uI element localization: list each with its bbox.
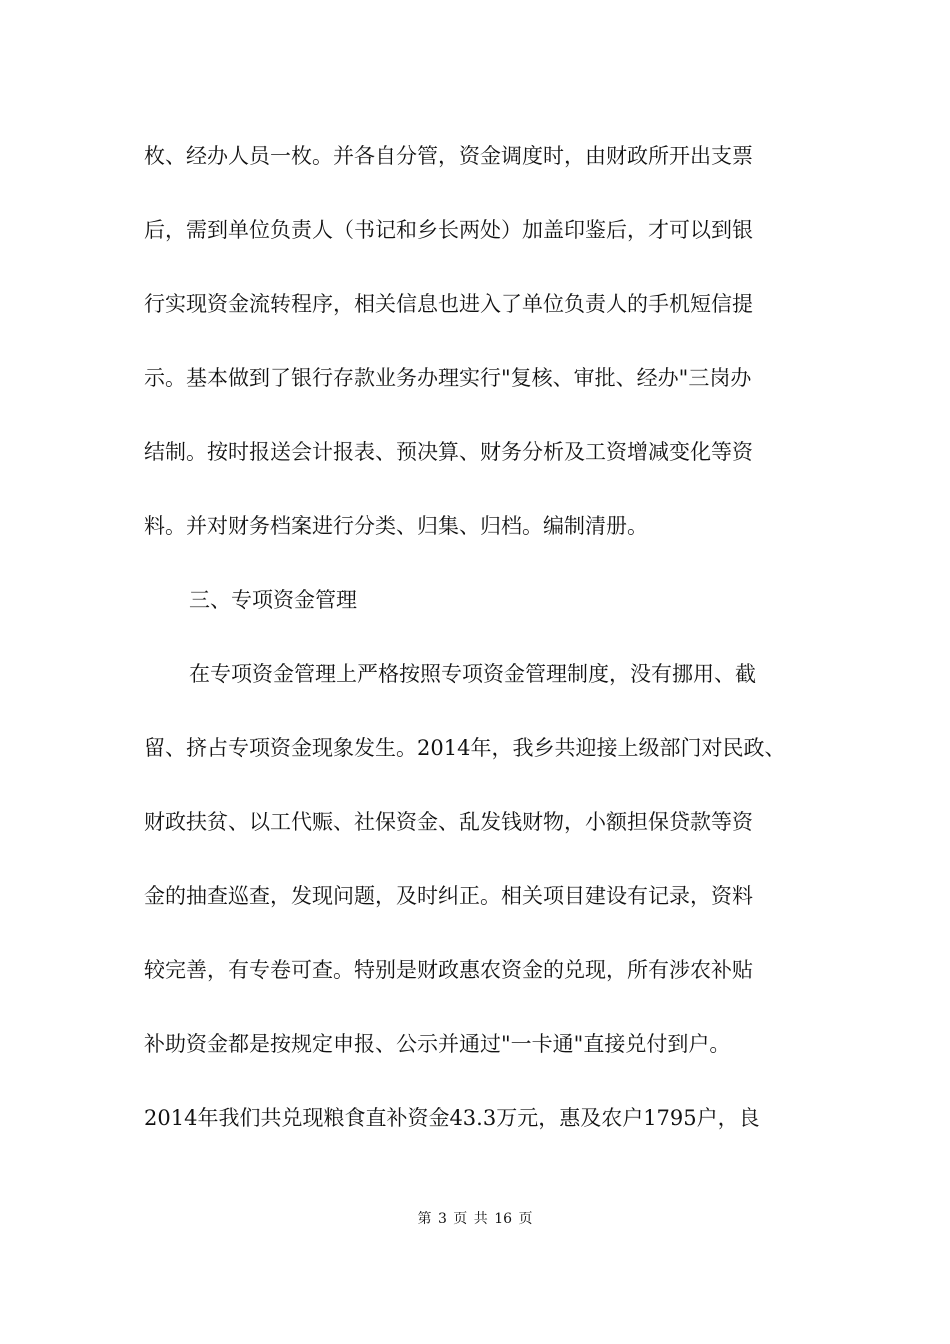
text-line: 金的抽查巡查，发现问题，及时纠正。相关项目建设有记录，资料 <box>144 884 753 908</box>
page-number-footer: 第 3 页 共 16 页 <box>417 1211 533 1227</box>
text-line: 在专项资金管理上严格按照专项资金管理制度，没有挪用、截 <box>189 662 756 686</box>
text-line: 补助资金都是按规定申报、公示并通过"一卡通"直接兑付到户。 <box>144 1032 731 1056</box>
document-body <box>144 136 834 1172</box>
text-line: 料。并对财务档案进行分类、归集、归档。编制清册。 <box>144 514 648 538</box>
text-line: 财政扶贫、以工代赈、社保资金、乱发钱财物，小额担保贷款等资 <box>144 810 753 834</box>
text-line: 2014年我们共兑现粮食直补资金43.3万元，惠及农户1795户，良 <box>144 1106 760 1130</box>
text-line: 枚、经办人员一枚。并各自分管，资金调度时，由财政所开出支票 <box>144 144 753 168</box>
text-line: 留、挤占专项资金现象发生。2014年，我乡共迎接上级部门对民政、 <box>144 736 786 760</box>
text-line: 后，需到单位负责人（书记和乡长两处）加盖印鉴后，才可以到银 <box>144 218 753 242</box>
text-line: 较完善，有专卷可查。特别是财政惠农资金的兑现，所有涉农补贴 <box>144 958 753 982</box>
section-heading: 三、专项资金管理 <box>189 588 357 612</box>
text-line: 结制。按时报送会计报表、预决算、财务分析及工资增减变化等资 <box>144 440 753 464</box>
text-line: 行实现资金流转程序，相关信息也进入了单位负责人的手机短信提 <box>144 292 753 316</box>
text-line: 示。基本做到了银行存款业务办理实行"复核、审批、经办"三岗办 <box>144 366 752 390</box>
